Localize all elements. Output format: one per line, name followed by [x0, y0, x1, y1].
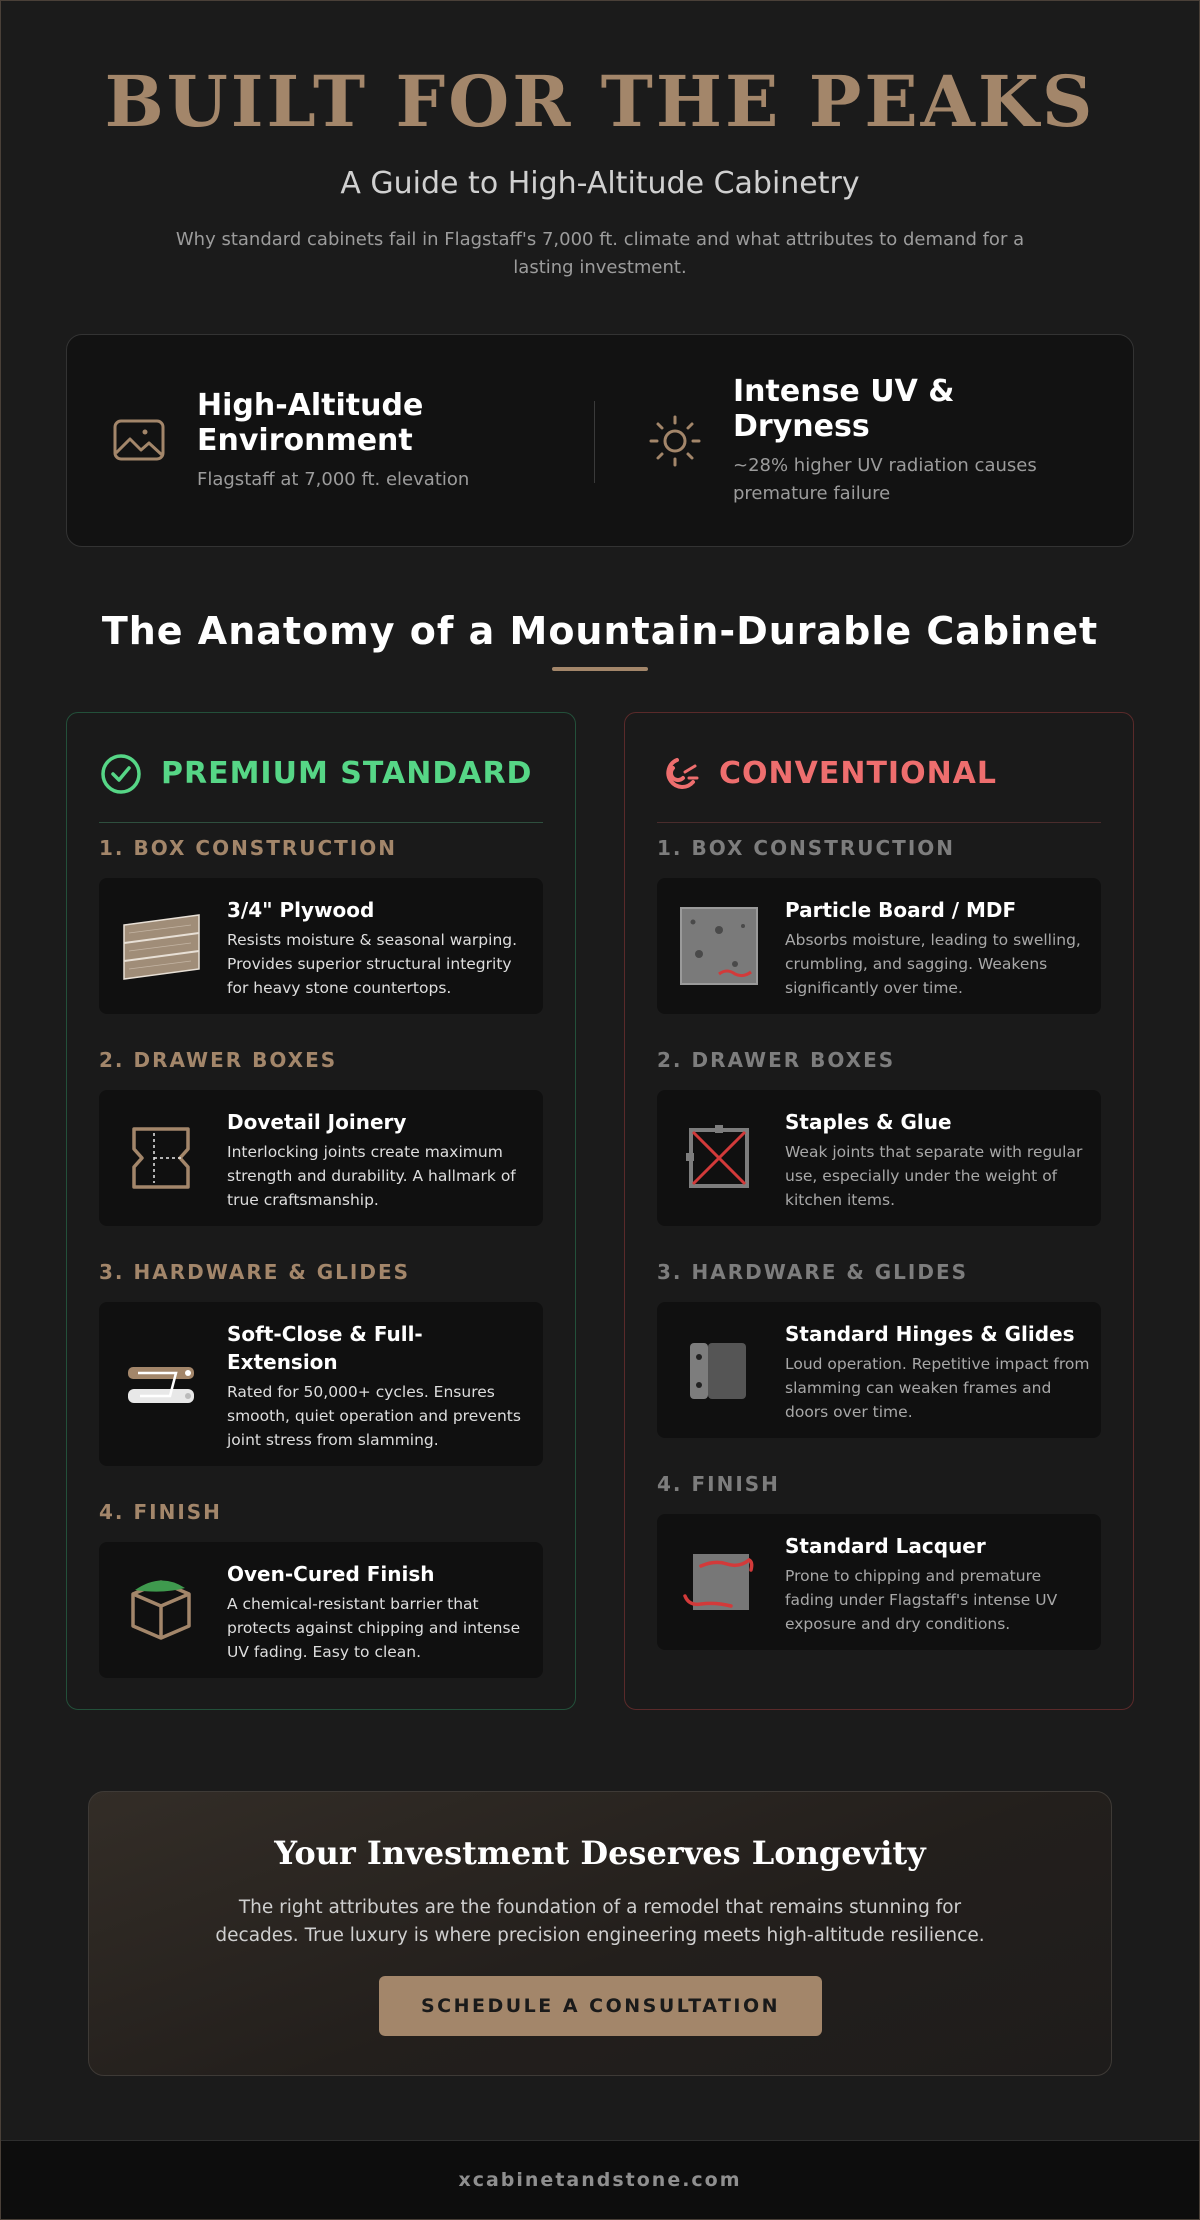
cta-title: Your Investment Deserves Longevity: [274, 1834, 926, 1872]
conventional-card-box: [657, 878, 1101, 1014]
premium-card-hardware: [99, 1302, 543, 1466]
premium-card-text: A chemical-resistant barrier that protects against chipping and intense UV fading. Easy to clean.: [227, 1595, 521, 1661]
landscape-icon: [111, 413, 167, 469]
conventional-card-title: Standard Lacquer: [785, 1534, 986, 1558]
premium-card-text: Resists moisture & seasonal warping. Provides superior structural integrity for heavy stone countertops.: [227, 931, 518, 997]
premium-section-label: 2. DRAWER BOXES: [99, 1048, 338, 1072]
premium-card-title: Oven-Cured Finish: [227, 1562, 435, 1586]
schedule-consultation-button[interactable]: SCHEDULE A CONSULTATION: [379, 1976, 822, 2036]
conventional-section-label: 3. HARDWARE & GLIDES: [657, 1260, 969, 1284]
conventional-card-hardware: [657, 1302, 1101, 1438]
anatomy-title: The Anatomy of a Mountain-Durable Cabinet: [101, 609, 1099, 653]
hero-subtitle: A Guide to High-Altitude Cabinetry: [340, 166, 860, 201]
conventional-heading: [657, 743, 1101, 823]
environment-uv-text: ~28% higher UV radiation causes premature failure: [733, 454, 1037, 504]
chipped-lacquer-icon: [679, 1542, 759, 1622]
premium-section-label: 3. HARDWARE & GLIDES: [99, 1260, 411, 1284]
standard-hinge-icon: [679, 1330, 759, 1410]
premium-card-title: Dovetail Joinery: [227, 1110, 407, 1134]
environment-altitude-title: High-Altitude Environment: [197, 387, 424, 458]
conventional-card-finish: [657, 1514, 1101, 1650]
broken-link-icon: [657, 752, 701, 796]
premium-card-text: Interlocking joints create maximum strength and durability. A hallmark of true craftsmanship.: [227, 1143, 516, 1209]
hero: [0, 60, 1200, 282]
environment-card: [66, 334, 1134, 547]
environment-divider: [594, 401, 595, 483]
environment-altitude-text: Flagstaff at 7,000 ft. elevation: [197, 468, 470, 490]
premium-column: [66, 712, 576, 1710]
conventional-section-label: 2. DRAWER BOXES: [657, 1048, 896, 1072]
conventional-column: [624, 712, 1134, 1710]
premium-heading: [99, 743, 543, 823]
premium-section-label: 1. BOX CONSTRUCTION: [99, 836, 397, 860]
conventional-heading-text: CONVENTIONAL: [719, 756, 998, 791]
environment-uv-title: Intense UV & Dryness: [733, 373, 955, 444]
conventional-card-title: Particle Board / MDF: [785, 898, 1017, 922]
premium-section-label: 4. FINISH: [99, 1500, 222, 1524]
particle-board-icon: [679, 906, 759, 986]
conventional-card-text: Prone to chipping and premature fading under Flagstaff's intense UV exposure and dry conditions.: [785, 1567, 1058, 1633]
conventional-section-label: 4. FINISH: [657, 1472, 780, 1496]
conventional-card-drawer: [657, 1090, 1101, 1226]
anatomy-underline: [552, 667, 648, 671]
conventional-card-title: Staples & Glue: [785, 1110, 952, 1134]
cta-text: The right attributes are the foundation of a remodel that remains stunning for decades. True luxury is where precision engineering meets high-altitude resilience.: [215, 1897, 985, 1946]
soft-close-glide-icon: [121, 1344, 201, 1424]
stapled-box-icon: [679, 1118, 759, 1198]
sun-icon: [647, 413, 703, 469]
premium-card-title: 3/4" Plywood: [227, 898, 375, 922]
conventional-card-text: Weak joints that separate with regular use, especially under the weight of kitchen items.: [785, 1143, 1083, 1209]
hero-title: BUILT FOR THE PEAKS: [104, 60, 1096, 143]
hero-description: Why standard cabinets fail in Flagstaff's 7,000 ft. climate and what attributes to demand for a lasting investment.: [175, 229, 1025, 278]
premium-card-text: Rated for 50,000+ cycles. Ensures smooth, quiet operation and prevents joint stress from slamming.: [227, 1383, 521, 1449]
check-circle-icon: [99, 752, 143, 796]
environment-uv: [647, 335, 1097, 546]
conventional-section-label: 1. BOX CONSTRUCTION: [657, 836, 955, 860]
footer-site-link[interactable]: xcabinetandstone.com: [458, 2169, 742, 2191]
conventional-card-text: Absorbs moisture, leading to swelling, crumbling, and sagging. Weakens significantly over time.: [785, 931, 1081, 997]
premium-card-box: [99, 878, 543, 1014]
dovetail-icon: [121, 1118, 201, 1198]
premium-card-finish: [99, 1542, 543, 1678]
plywood-icon: [121, 906, 201, 986]
premium-heading-text: PREMIUM STANDARD: [161, 756, 533, 791]
premium-card-title: Soft-Close & Full-Extension: [227, 1322, 423, 1374]
conventional-card-text: Loud operation. Repetitive impact from slamming can weaken frames and doors over time.: [785, 1355, 1090, 1421]
cured-finish-box-icon: [121, 1570, 201, 1650]
environment-altitude: [111, 335, 581, 546]
cta-panel: [88, 1791, 1112, 2076]
conventional-card-title: Standard Hinges & Glides: [785, 1322, 1075, 1346]
premium-card-drawer: [99, 1090, 543, 1226]
footer: [1, 2140, 1199, 2219]
